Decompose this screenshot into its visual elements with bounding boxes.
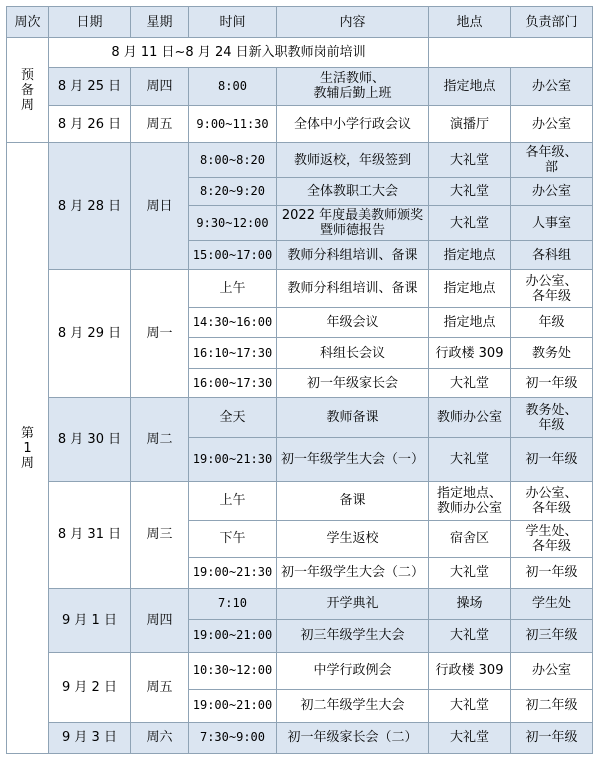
place-cell: 指定地点 [429, 270, 511, 308]
date-cell: 8 月 26 日 [49, 106, 131, 143]
dept-cell: 办公室、 各年级 [511, 481, 593, 520]
time-cell: 7:30~9:00 [189, 722, 277, 753]
place-cell: 大礼堂 [429, 438, 511, 481]
time-cell: 19:00~21:30 [189, 557, 277, 588]
dept-cell: 教务处、 年级 [511, 397, 593, 437]
content-cell: 备课 [277, 481, 429, 520]
header-dept: 负责部门 [511, 7, 593, 38]
content-cell: 全体中小学行政会议 [277, 106, 429, 143]
table-row [7, 106, 593, 143]
time-cell: 16:00~17:30 [189, 369, 277, 398]
place-cell: 教师办公室 [429, 397, 511, 437]
dept-cell: 学生处、 各年级 [511, 520, 593, 557]
content-cell: 开学典礼 [277, 588, 429, 619]
dept-cell: 初二年级 [511, 689, 593, 722]
content-cell: 教师分科组培训、备课 [277, 270, 429, 308]
content-cell: 教师返校，年级签到 [277, 143, 429, 178]
place-cell: 演播厅 [429, 106, 511, 143]
place-cell: 大礼堂 [429, 206, 511, 241]
content-cell: 中学行政例会 [277, 652, 429, 689]
weekday-cell: 周六 [131, 722, 189, 753]
content-cell: 初三年级学生大会 [277, 619, 429, 652]
place-cell: 指定地点、 教师办公室 [429, 481, 511, 520]
table-row [7, 270, 593, 308]
table-row [7, 588, 593, 619]
time-cell: 上午 [189, 481, 277, 520]
date-cell: 9 月 1 日 [49, 588, 131, 652]
weekday-cell: 周五 [131, 106, 189, 143]
header-content: 内容 [277, 7, 429, 38]
time-cell: 8:00~8:20 [189, 143, 277, 178]
dept-cell: 办公室 [511, 106, 593, 143]
table-row [7, 67, 593, 105]
weekday-cell: 周二 [131, 397, 189, 481]
place-cell: 指定地点 [429, 241, 511, 270]
content-cell: 初二年级学生大会 [277, 689, 429, 722]
header-row [7, 7, 593, 38]
place-cell: 操场 [429, 588, 511, 619]
schedule-table [6, 6, 593, 754]
content-cell: 生活教师、 教辅后勤上班 [277, 67, 429, 105]
time-cell: 全天 [189, 397, 277, 437]
table-row [7, 397, 593, 437]
table-row [7, 143, 593, 178]
date-cell: 9 月 2 日 [49, 652, 131, 722]
place-cell: 大礼堂 [429, 369, 511, 398]
time-cell: 上午 [189, 270, 277, 308]
place-cell: 大礼堂 [429, 557, 511, 588]
time-cell: 19:00~21:00 [189, 619, 277, 652]
weekday-cell: 周五 [131, 652, 189, 722]
date-cell: 8 月 28 日 [49, 143, 131, 270]
place-cell: 大礼堂 [429, 722, 511, 753]
date-cell: 8 月 29 日 [49, 270, 131, 398]
content-cell: 全体教职工大会 [277, 178, 429, 206]
dept-cell: 各年级、 部 [511, 143, 593, 178]
dept-cell: 学生处 [511, 588, 593, 619]
week-label: 第 1 周 [7, 143, 49, 754]
place-cell: 大礼堂 [429, 619, 511, 652]
place-cell: 宿舍区 [429, 520, 511, 557]
time-cell: 14:30~16:00 [189, 308, 277, 338]
table-row [7, 38, 593, 68]
content-cell: 学生返校 [277, 520, 429, 557]
dept-cell: 办公室 [511, 652, 593, 689]
time-cell: 15:00~17:00 [189, 241, 277, 270]
place-cell: 指定地点 [429, 308, 511, 338]
dept-cell: 初三年级 [511, 619, 593, 652]
time-cell: 9:00~11:30 [189, 106, 277, 143]
header-week: 周次 [7, 7, 49, 38]
header-time: 时间 [189, 7, 277, 38]
table-row [7, 481, 593, 520]
content-cell: 初一年级学生大会（二） [277, 557, 429, 588]
table-row [7, 652, 593, 689]
time-cell: 8:00 [189, 67, 277, 105]
time-cell: 19:00~21:30 [189, 438, 277, 481]
time-cell: 下午 [189, 520, 277, 557]
dept-cell: 初一年级 [511, 438, 593, 481]
time-cell: 8:20~9:20 [189, 178, 277, 206]
dept-cell: 初一年级 [511, 369, 593, 398]
dept-cell: 人事室 [511, 206, 593, 241]
dept-cell: 初一年级 [511, 722, 593, 753]
time-cell: 19:00~21:00 [189, 689, 277, 722]
weekday-cell: 周日 [131, 143, 189, 270]
training-note: 8 月 11 日~8 月 24 日新入职教师岗前培训 [49, 38, 429, 68]
dept-cell: 教务处 [511, 338, 593, 369]
time-cell: 10:30~12:00 [189, 652, 277, 689]
header-weekday: 星期 [131, 7, 189, 38]
weekday-cell: 周四 [131, 588, 189, 652]
weekday-cell: 周一 [131, 270, 189, 398]
content-cell: 2022 年度最美教师颁奖 暨师德报告 [277, 206, 429, 241]
date-cell: 8 月 30 日 [49, 397, 131, 481]
content-cell: 初一年级家长会（二） [277, 722, 429, 753]
place-cell: 行政楼 309 [429, 338, 511, 369]
place-cell: 大礼堂 [429, 143, 511, 178]
place-cell: 大礼堂 [429, 178, 511, 206]
date-cell: 8 月 25 日 [49, 67, 131, 105]
content-cell: 年级会议 [277, 308, 429, 338]
content-cell: 初一年级家长会 [277, 369, 429, 398]
date-cell: 9 月 3 日 [49, 722, 131, 753]
content-cell: 教师备课 [277, 397, 429, 437]
place-cell: 大礼堂 [429, 689, 511, 722]
time-cell: 16:10~17:30 [189, 338, 277, 369]
time-cell: 7:10 [189, 588, 277, 619]
content-cell: 教师分科组培训、备课 [277, 241, 429, 270]
place-cell: 行政楼 309 [429, 652, 511, 689]
content-cell: 初一年级学生大会（一） [277, 438, 429, 481]
dept-cell: 各科组 [511, 241, 593, 270]
place-cell: 指定地点 [429, 67, 511, 105]
dept-cell: 年级 [511, 308, 593, 338]
dept-cell: 办公室、 各年级 [511, 270, 593, 308]
time-cell: 9:30~12:00 [189, 206, 277, 241]
dept-cell: 初一年级 [511, 557, 593, 588]
dept-cell: 办公室 [511, 67, 593, 105]
weekday-cell: 周四 [131, 67, 189, 105]
header-place: 地点 [429, 7, 511, 38]
empty-cell [429, 38, 593, 68]
table-row [7, 722, 593, 753]
dept-cell: 办公室 [511, 178, 593, 206]
weekday-cell: 周三 [131, 481, 189, 588]
header-date: 日期 [49, 7, 131, 38]
content-cell: 科组长会议 [277, 338, 429, 369]
date-cell: 8 月 31 日 [49, 481, 131, 588]
week-label: 预 备 周 [7, 38, 49, 143]
